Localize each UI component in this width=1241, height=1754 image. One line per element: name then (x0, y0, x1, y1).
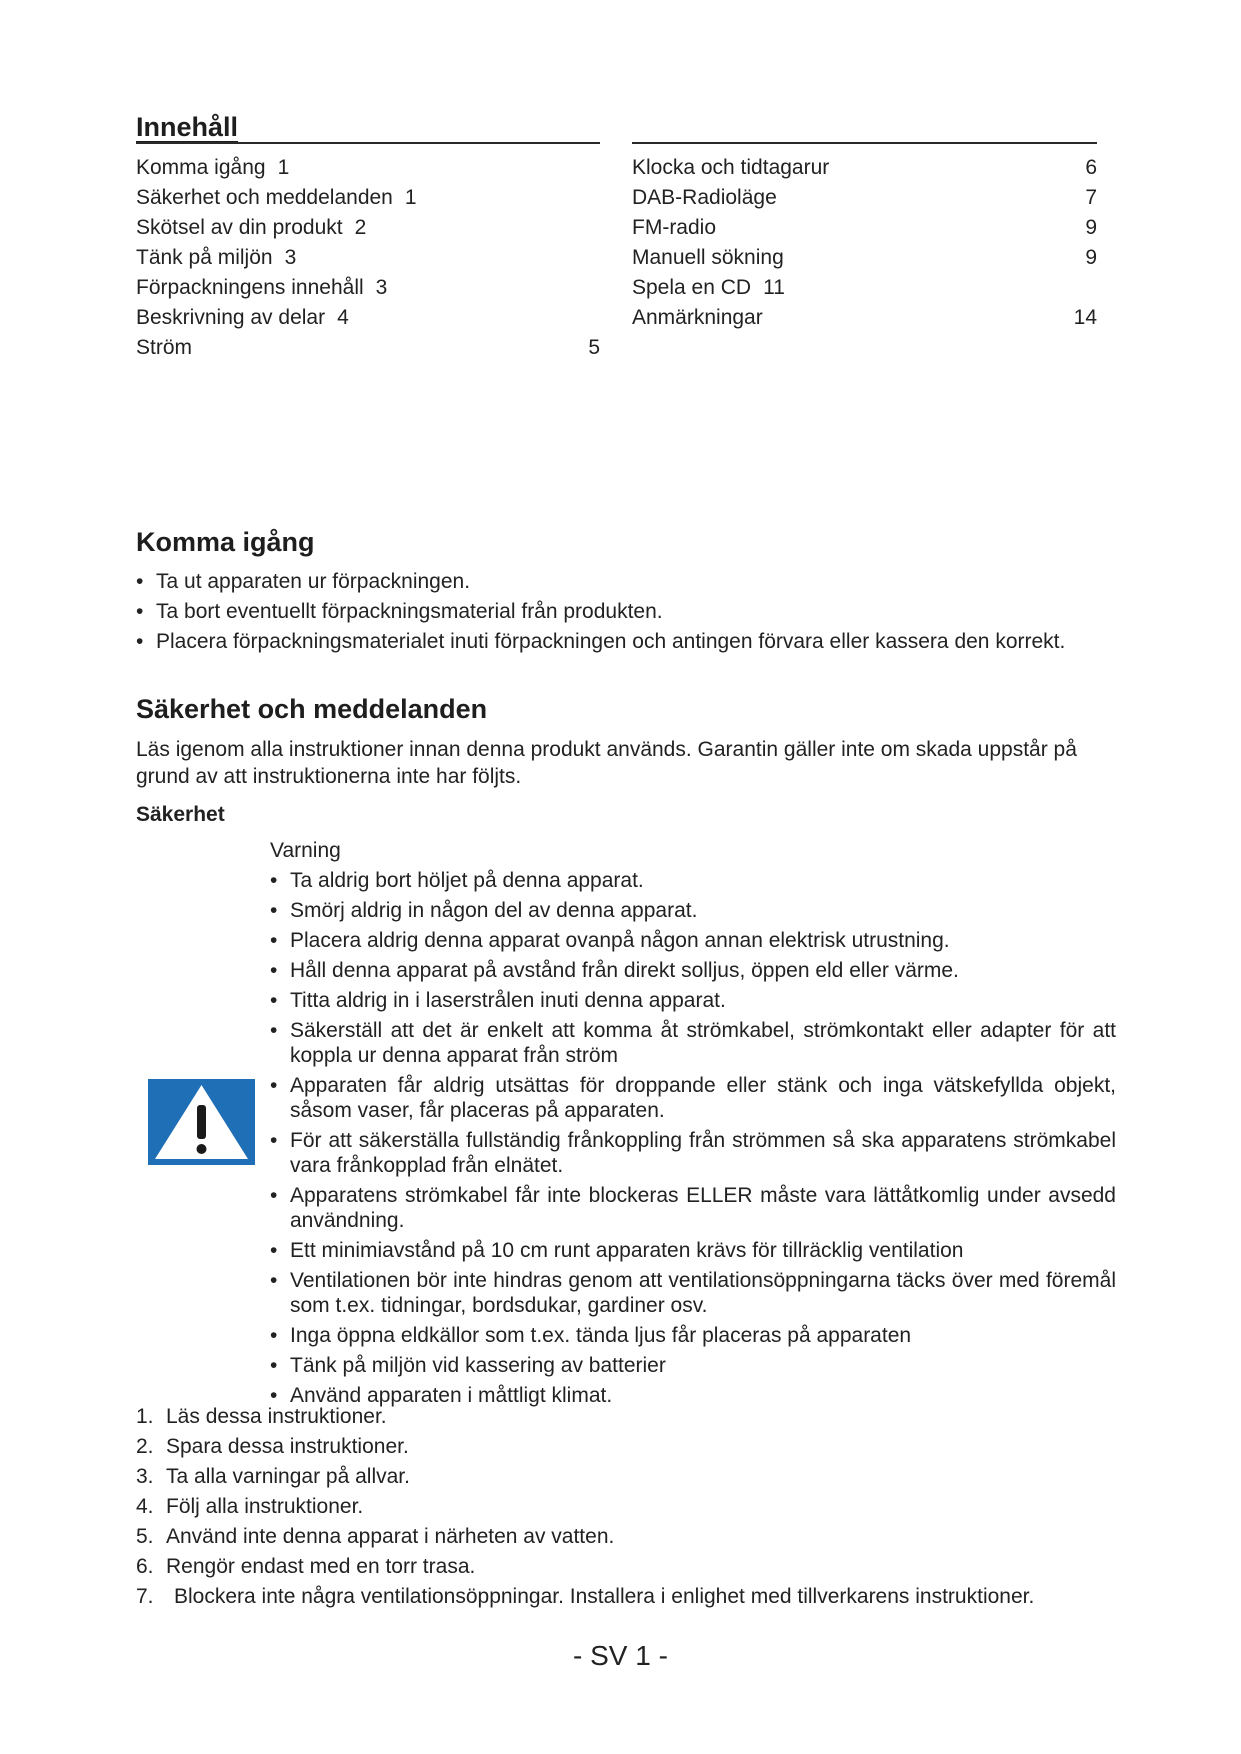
toc-entry[interactable]: FM-radio 9 (632, 216, 1097, 239)
list-item: 5. Använd inte denna apparat i närheten av vatten. (136, 1525, 615, 1548)
warning-item: • Apparaten får aldrig utsättas för droppande eller stänk och inga vätskefyllda objekt, såsom vaser, får placeras på apparaten. (270, 1073, 1116, 1123)
toc-right-column (632, 153, 1097, 333)
warning-item: • Säkerställ att det är enkelt att komma åt strömkabel, strömkontakt eller adapter för att koppla ur denna apparat från ström (270, 1018, 1116, 1068)
warning-label: Varning (270, 839, 341, 862)
warning-item: • Ta aldrig bort höljet på denna apparat. (270, 868, 1116, 893)
warning-item: • Titta aldrig in i laserstrålen inuti denna apparat. (270, 988, 1116, 1013)
getting-started-heading: Komma igång (136, 527, 315, 557)
toc-entry[interactable]: Ström 5 (136, 336, 600, 359)
toc-entry[interactable]: Förpackningens innehåll 3 (136, 276, 388, 299)
list-item: 7. Blockera inte några ventilationsöppningar. Installera i enlighet med tillverkarens instruktioner. (136, 1585, 1035, 1608)
toc-entry[interactable]: Anmärkningar 14 (632, 306, 1097, 329)
warning-item: • Tänk på miljön vid kassering av batterier (270, 1353, 1116, 1378)
warning-item: • Placera aldrig denna apparat ovanpå någon annan elektrisk utrustning. (270, 928, 1116, 953)
page-number: - SV 1 - (573, 1640, 668, 1671)
warning-item: • Apparatens strömkabel får inte blockeras ELLER måste vara lättåtkomlig under avsedd användning. (270, 1183, 1116, 1233)
list-item: • Ta bort eventuellt förpackningsmaterial från produkten. (136, 597, 1065, 627)
warning-icon-dot (197, 1144, 207, 1154)
safety-subtitle: Säkerhet (136, 803, 225, 826)
warning-item: • Använd apparaten i måttligt klimat. (270, 1383, 1116, 1408)
list-item: 6. Rengör endast med en torr trasa. (136, 1555, 476, 1578)
warning-item: • Ett minimiavstånd på 10 cm runt apparaten krävs för tillräcklig ventilation (270, 1238, 1116, 1263)
safety-heading: Säkerhet och meddelanden (136, 694, 488, 724)
toc-entry[interactable]: Komma igång 1 (136, 156, 290, 179)
toc-entry[interactable]: Säkerhet och meddelanden 1 (136, 186, 417, 209)
getting-started-list (136, 567, 1065, 657)
toc-entry[interactable]: Skötsel av din produkt 2 (136, 216, 367, 239)
warning-item: • Ventilationen bör inte hindras genom att ventilationsöppningarna täcks över med föremål som t.ex. tidningar, bordsdukar, gardiner osv. (270, 1268, 1116, 1318)
warning-item: • Smörj aldrig in någon del av denna apparat. (270, 898, 1116, 923)
toc-rule-left (136, 142, 600, 144)
warning-item: • Håll denna apparat på avstånd från direkt solljus, öppen eld eller värme. (270, 958, 1116, 983)
toc-entry[interactable]: Beskrivning av delar 4 (136, 306, 349, 329)
toc-entry[interactable]: Spela en CD 11 (632, 276, 785, 299)
warning-icon-bar (197, 1105, 206, 1139)
toc-entry[interactable]: DAB-Radioläge 7 (632, 186, 1097, 209)
toc-entry[interactable]: Tänk på miljön 3 (136, 246, 297, 269)
toc-entry[interactable]: Manuell sökning 9 (632, 246, 1097, 269)
warning-list (270, 868, 1116, 1413)
warning-triangle-icon (148, 1079, 255, 1165)
list-item: 4. Följ alla instruktioner. (136, 1495, 364, 1518)
warning-item: • För att säkerställa fullständig frånkoppling från strömmen så ska apparatens strömkabel vara frånkopplad från elnätet. (270, 1128, 1116, 1178)
toc-entry[interactable]: Klocka och tidtagarur 6 (632, 156, 1097, 179)
list-item: 3. Ta alla varningar på allvar. (136, 1465, 410, 1488)
toc-rule-right (632, 142, 1097, 144)
list-item: • Placera förpackningsmaterialet inuti förpackningen och antingen förvara eller kassera den korrekt. (136, 627, 1065, 657)
toc-title: Innehåll (136, 112, 239, 142)
safety-intro: Läs igenom alla instruktioner innan denna produkt används. Garantin gäller inte om skada uppstår på grund av att instruktionerna inte har följts. (136, 738, 1077, 788)
list-item: • Ta ut apparaten ur förpackningen. (136, 567, 1065, 597)
list-item: 2. Spara dessa instruktioner. (136, 1435, 409, 1458)
warning-item: • Inga öppna eldkällor som t.ex. tända ljus får placeras på apparaten (270, 1323, 1116, 1348)
toc-left-column (136, 153, 600, 363)
list-item: 1. Läs dessa instruktioner. (136, 1405, 387, 1428)
instruction-list (136, 1402, 1034, 1612)
